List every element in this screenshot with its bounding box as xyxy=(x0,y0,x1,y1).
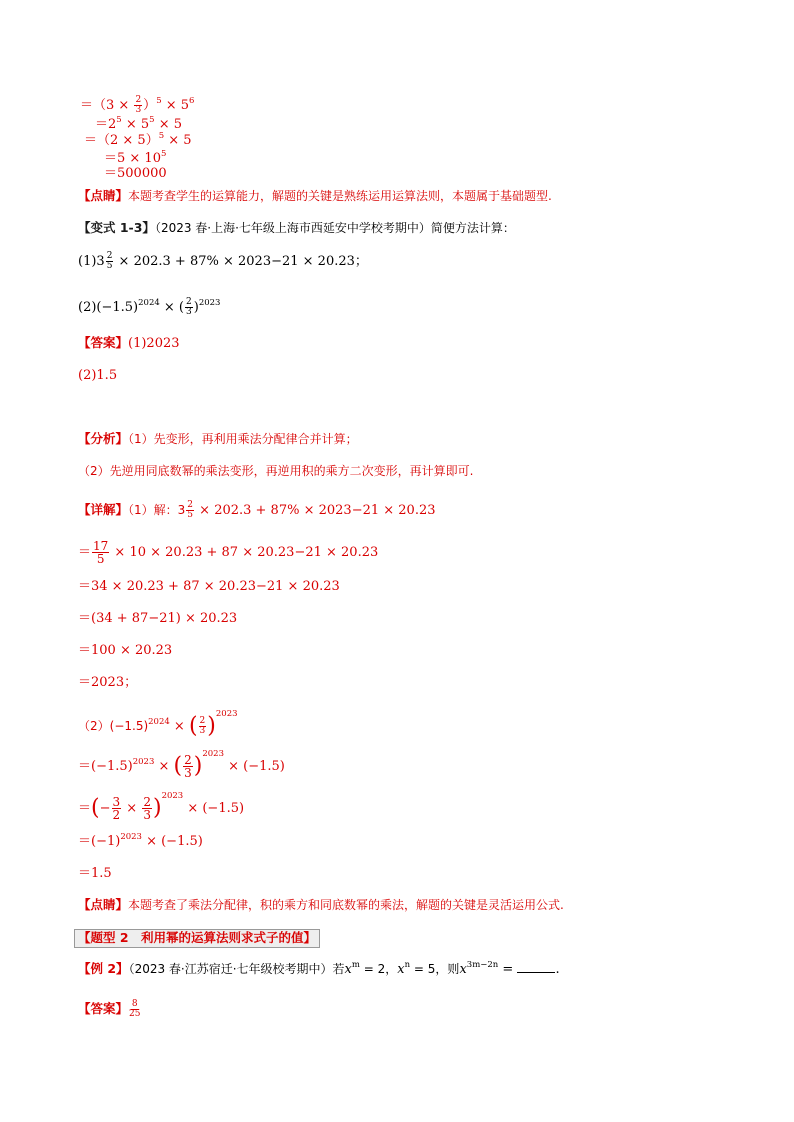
question-2: $(2)(-1.5)^{2024}$ × ( $\frac{2}{3}$ )$^{2023}$ xyxy=(78,297,221,317)
comment-2: 【点睛】本题考查了乘法分配律，积的乘方和同底数幂的乘法，解题的关键是灵活运用公式. xyxy=(78,897,564,912)
analysis-1: 【分析】（1）先变形，再利用乘法分配律合并计算； xyxy=(78,431,358,446)
example-2: 【例 2】（2023 春·江苏宿迁·七年级校考期中）若$x^m = 2$，$x^n = 5$，则$x^{3m-2n}$ = . xyxy=(78,960,560,977)
calc-line-1: ＝（3 × $\frac{2}{3}$ ）$^5 \times 5^6$ xyxy=(80,95,195,115)
answer-blank xyxy=(517,962,555,973)
analysis-2: （2）先逆用同底数幂的乘法变形，再逆用积的乘方二次变形，再计算即可. xyxy=(78,464,474,478)
question-1: (1)3 $\frac{2}{5}$ × 202.3 + 87% × 2023−21 × 20.23； xyxy=(78,251,368,271)
detail-11: ＝1.5 xyxy=(78,866,112,881)
detail-7: $(2)(-1.5)^{2024}$ × ( $\frac{2}{3}$ )$^{2023}$ xyxy=(78,709,238,739)
detail-6: ＝2023； xyxy=(78,675,138,690)
answer-example-2: 【答案】 $\frac{8}{25}$ xyxy=(78,999,141,1019)
calc-line-5: ＝500000 xyxy=(104,166,167,181)
calc-line-2: $=2^5 \times 5^5 \times 5$ xyxy=(95,115,182,132)
detail-5: ＝100 × 20.23 xyxy=(78,643,173,658)
detail-2: ＝ $\frac{17}{5}$ × 10 × 20.23 + 87 × 20.23−21 × 20.23 xyxy=(78,539,379,566)
detail-8: $=(-1.5)^{2023}$ × ( $\frac{2}{3}$ )$^{2023}$ × (−1.5) xyxy=(78,749,285,780)
detail-9: ＝(− $\frac{3}{2}$ × $\frac{2}{3}$ )$^{2023}$ × (−1.5) xyxy=(78,791,245,822)
calc-line-4: $=5 \times 10^5$ xyxy=(104,149,167,166)
variant-header: 【变式 1-3】（2023 春·上海·七年级上海市西延安中学校考期中）简便方法计算： xyxy=(78,220,515,235)
calc-line-3: $=(2 \times 5)^5 \times 5$ xyxy=(84,131,192,148)
detail-4: ＝(34 + 87−21) × 20.23 xyxy=(78,611,238,626)
answer-1: 【答案】(1)2023 xyxy=(78,335,180,351)
answer-2: (2)1.5 xyxy=(78,368,118,383)
detail-1: 【详解】（1）解：3 $\frac{2}{5}$ × 202.3 + 87% × 2023−21 × 20.23 xyxy=(78,500,436,520)
section-label: 【题型 2 利用幂的运算法则求式子的值】 xyxy=(74,929,320,948)
detail-10: $=(-1)^{2023} \times (-1.5)$ xyxy=(78,832,203,849)
comment-1: 【点睛】本题考查学生的运算能力，解题的关键是熟练运用运算法则，本题属于基础题型. xyxy=(78,188,552,203)
detail-3: ＝34 × 20.23 + 87 × 20.23−21 × 20.23 xyxy=(78,579,340,594)
